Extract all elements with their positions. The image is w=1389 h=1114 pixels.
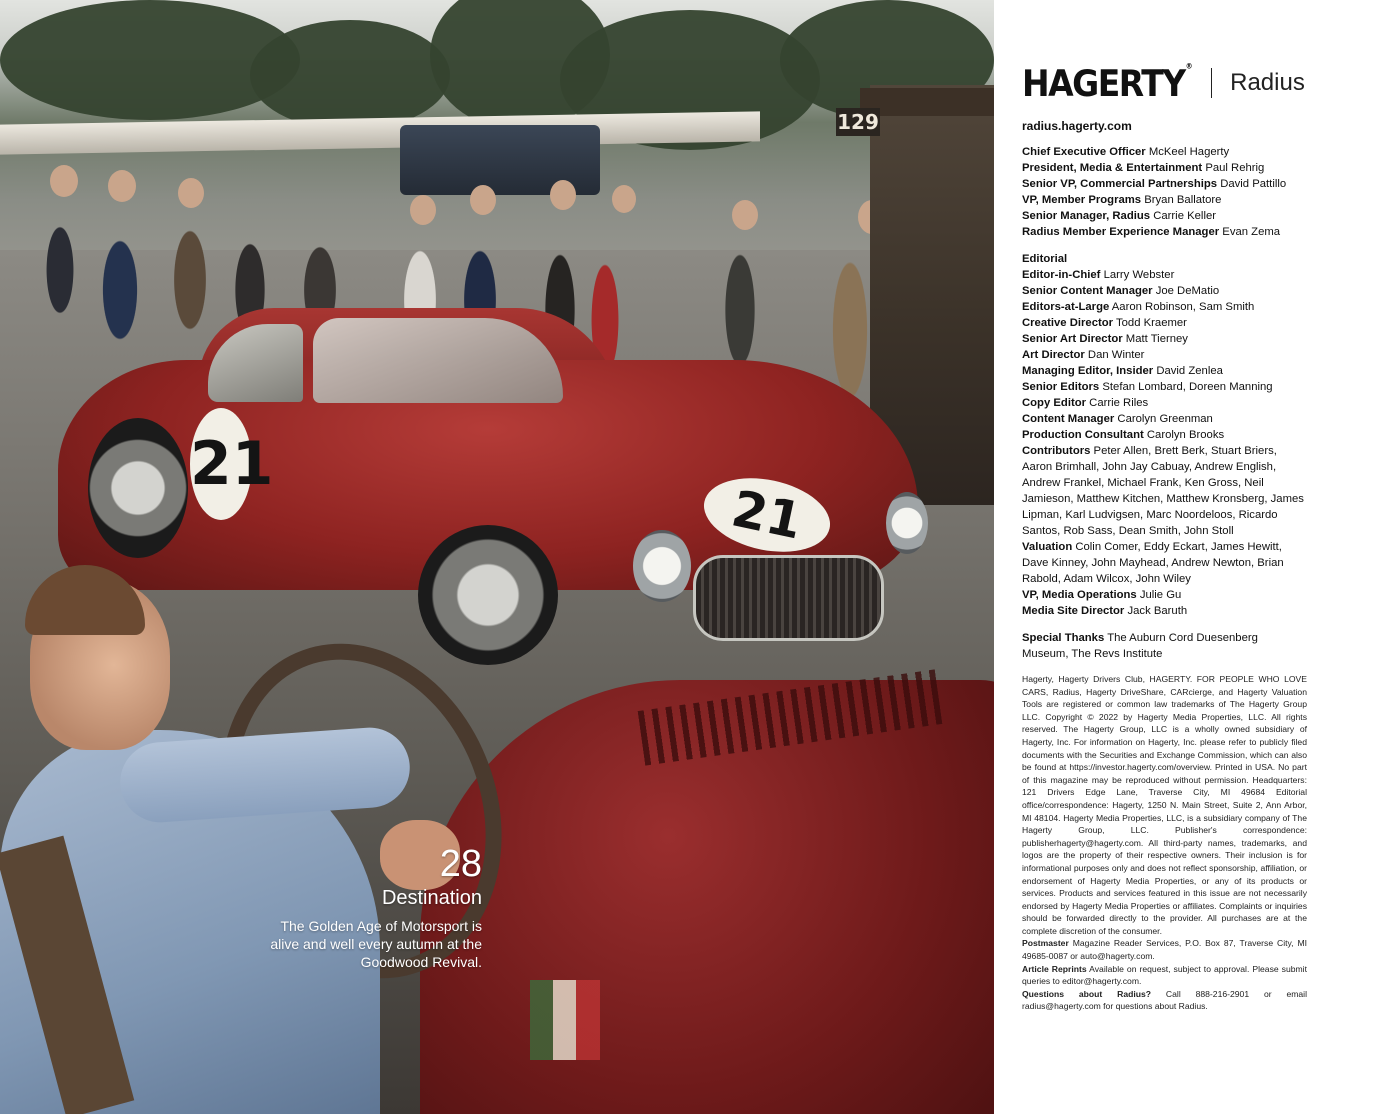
credit-text: Available on request, subject to approval. Please submit queries to editor@hagerty.com. xyxy=(1022,963,1307,987)
reprints-line xyxy=(1022,963,1307,988)
spectator-head xyxy=(550,180,576,210)
credit-name: Carolyn Brooks xyxy=(1146,429,1225,441)
editorial-section xyxy=(1022,251,1307,619)
credit-line xyxy=(1022,331,1307,347)
legal-text: Hagerty, Hagerty Drivers Club, HAGERTY. FOR PEOPLE WHO LOVE CARS, Radius, Hagerty DriveShare, CARcierge, and Hagerty Valuation Tools are registered or common law trademarks of The Hagerty Group LLC. Copyright © 2022 by Hagerty Media Properties, LLC. All rights reserved. The Hagerty Group, LLC is a wholly owned subsidiary of Hagerty, Inc. For information on Hagerty, Inc. please refer to publicly filed documents with the Securities and Exchange Commission, which can also be found at https://investor.hagerty.com/overview. Printed in USA. No part of this magazine may be reproduced without permission. Headquarters: 121 Drivers Edge Lane, Traverse City, MI 49684 Editorial office/correspondence: Hagerty, 1250 N. Main Street, Suite 2, Ann Arbor, MI 48104. Hagerty Media Properties, LLC, is a subsidiary company of The Hagerty Group, LLC. Publisher's correspondence: publisherhagerty@hagerty.com. All third-party names, trademarks, and logos are the property of their respective owners. Their inclusion is for informational purposes only and does not reflect sponsorship, affiliation, or endorsement of Hagerty Media Properties, or any of its products or services. Products and services featured in this issue are not necessarily endorsed by Hagerty Media Properties or affiliates. Complaints or inquiries should be forwarded directly to the provider. All purchases are at the complete discretion of the consumer. xyxy=(1022,674,1307,936)
credit-line xyxy=(1022,363,1307,379)
credit-name: Jack Baruth xyxy=(1127,605,1188,617)
credit-role: Valuation xyxy=(1022,541,1073,553)
credit-name: David Zenlea xyxy=(1156,365,1223,377)
credit-name: Dan Winter xyxy=(1087,349,1145,361)
credit-name: Paul Rehrig xyxy=(1205,162,1265,174)
credit-name: Aaron Robinson, Sam Smith xyxy=(1111,301,1255,313)
credit-role: Senior Content Manager xyxy=(1022,285,1153,297)
race-number-side: 21 xyxy=(190,408,252,520)
credit-name: Larry Webster xyxy=(1103,269,1175,281)
credit-role: Chief Executive Officer xyxy=(1022,146,1146,158)
credit-role: Senior VP, Commercial Partnerships xyxy=(1022,178,1218,190)
credit-line xyxy=(1022,411,1307,427)
credit-role: Editors-at-Large xyxy=(1022,301,1110,313)
credit-name: The Auburn Cord Duesenberg Museum, The Revs Institute xyxy=(1022,632,1258,660)
credit-line xyxy=(1022,379,1307,395)
credit-line xyxy=(1022,443,1307,539)
credit-name: Todd Kraemer xyxy=(1115,317,1187,329)
tree xyxy=(250,20,450,130)
driver xyxy=(0,560,520,1114)
credit-role: Content Manager xyxy=(1022,413,1115,425)
credit-line xyxy=(1022,587,1307,603)
credit-role: Article Reprints xyxy=(1022,963,1087,974)
credit-role: Questions about Radius? xyxy=(1022,988,1152,999)
hut-number-sign: 129 xyxy=(837,110,879,134)
club-badge xyxy=(530,980,600,1060)
spectator-head xyxy=(612,185,636,213)
credit-role: Art Director xyxy=(1022,349,1085,361)
spectator-head xyxy=(50,165,78,197)
credit-line xyxy=(1022,283,1307,299)
credit-line xyxy=(1022,347,1307,363)
credit-role: Postmaster xyxy=(1022,938,1069,949)
credit-name: Matt Tierney xyxy=(1125,333,1188,345)
race-number-hood: 21 xyxy=(697,467,837,562)
spectator-head xyxy=(410,195,436,225)
credit-line xyxy=(1022,539,1307,587)
editorial-list xyxy=(1022,267,1307,619)
credit-role: Copy Editor xyxy=(1022,397,1087,409)
credit-role: President, Media & Entertainment xyxy=(1022,162,1203,174)
credit-role: Editor-in-Chief xyxy=(1022,269,1101,281)
credit-line xyxy=(1022,315,1307,331)
credit-role: Managing Editor, Insider xyxy=(1022,365,1154,377)
credit-name: Evan Zema xyxy=(1222,226,1281,238)
credit-line xyxy=(1022,299,1307,315)
sub-brand: Radius xyxy=(1230,69,1305,96)
credit-line xyxy=(1022,395,1307,411)
headlamp xyxy=(886,492,928,554)
site-url: radius.hagerty.com xyxy=(1022,119,1132,133)
logo-row xyxy=(1022,60,1307,106)
credit-line xyxy=(1022,208,1307,224)
credit-name: Colin Comer, Eddy Eckart, James Hewitt, Dave Kinney, John Mayhead, Andrew Newton, Brian Rabold, Adam Wilcox, John Wiley xyxy=(1022,541,1284,585)
spectator-head xyxy=(470,185,496,215)
registered-mark: ® xyxy=(1185,61,1192,71)
credit-name: Peter Allen, Brett Berk, Stuart Briers, Aaron Brimhall, John Jay Cabuay, Andrew English, Andrew Frankel, Michael Frank, Ken Gross, Neil Jamieson, Matthew Kitchen, Matthew Kronsberg, James Lipman, Karl Ludvigsen, Marc Noordeloos, Ricardo Santos, Rob Sass, Dean Smith, John Stoll xyxy=(1022,445,1304,537)
credit-name: Carrie Riles xyxy=(1089,397,1149,409)
photo-caption xyxy=(262,843,482,971)
credit-line xyxy=(1022,267,1307,283)
credit-name: Carolyn Greenman xyxy=(1117,413,1213,425)
masthead xyxy=(1022,60,1307,1013)
credit-line xyxy=(1022,144,1307,160)
credit-name: Joe DeMatio xyxy=(1155,285,1220,297)
questions-line xyxy=(1022,988,1307,1013)
legal-notice xyxy=(1022,673,1307,1013)
spectator-head xyxy=(732,200,758,230)
credit-role: VP, Member Programs xyxy=(1022,194,1142,206)
credit-role: Radius Member Experience Manager xyxy=(1022,226,1220,238)
credit-line xyxy=(1022,160,1307,176)
credit-line xyxy=(1022,224,1307,240)
credit-role: Production Consultant xyxy=(1022,429,1144,441)
credit-name: Bryan Ballatore xyxy=(1144,194,1222,206)
section-name: Destination xyxy=(381,887,482,909)
credit-line xyxy=(1022,192,1307,208)
credit-name: Stefan Lombard, Doreen Manning xyxy=(1102,381,1273,393)
credit-role: Creative Director xyxy=(1022,317,1114,329)
credit-text: Call 888-216-2901 or email radius@hagerty.com for questions about Radius. xyxy=(1022,988,1308,1012)
logo-divider xyxy=(1211,68,1212,98)
executive-list xyxy=(1022,144,1307,240)
special-thanks xyxy=(1022,630,1307,662)
page-number: 28 xyxy=(439,843,482,885)
brand-name: HAGERTY xyxy=(1022,61,1185,105)
credit-line xyxy=(1022,603,1307,619)
editorial-heading: Editorial xyxy=(1022,253,1068,265)
credit-name: Julie Gu xyxy=(1139,589,1182,601)
credit-name: Carrie Keller xyxy=(1153,210,1216,222)
spectator-head xyxy=(108,170,136,202)
credit-line xyxy=(1022,427,1307,443)
credit-role: VP, Media Operations xyxy=(1022,589,1137,601)
credit-line xyxy=(1022,176,1307,192)
credit-role: Senior Editors xyxy=(1022,381,1100,393)
credit-name: David Pattillo xyxy=(1220,178,1287,190)
credit-role: Special Thanks xyxy=(1022,632,1105,644)
hut-roof xyxy=(860,88,994,116)
hagerty-logo xyxy=(1022,62,1191,105)
credit-role: Media Site Director xyxy=(1022,605,1125,617)
credit-name: McKeel Hagerty xyxy=(1148,146,1230,158)
car-windshield xyxy=(313,318,563,403)
rear-wheel xyxy=(88,418,188,558)
driver-hair xyxy=(25,565,145,635)
spectator-head xyxy=(178,178,204,208)
credit-text: Magazine Reader Services, P.O. Box 87, Traverse City, MI 49685-0087 or auto@hagerty.com. xyxy=(1022,938,1307,962)
caption-description: The Golden Age of Motorsport is alive and well every autumn at the Goodwood Revival. xyxy=(270,918,482,970)
credit-role: Senior Art Director xyxy=(1022,333,1123,345)
credit-role: Senior Manager, Radius xyxy=(1022,210,1151,222)
credit-role: Contributors xyxy=(1022,445,1091,457)
headlamp xyxy=(633,530,691,602)
postmaster-line xyxy=(1022,937,1307,962)
